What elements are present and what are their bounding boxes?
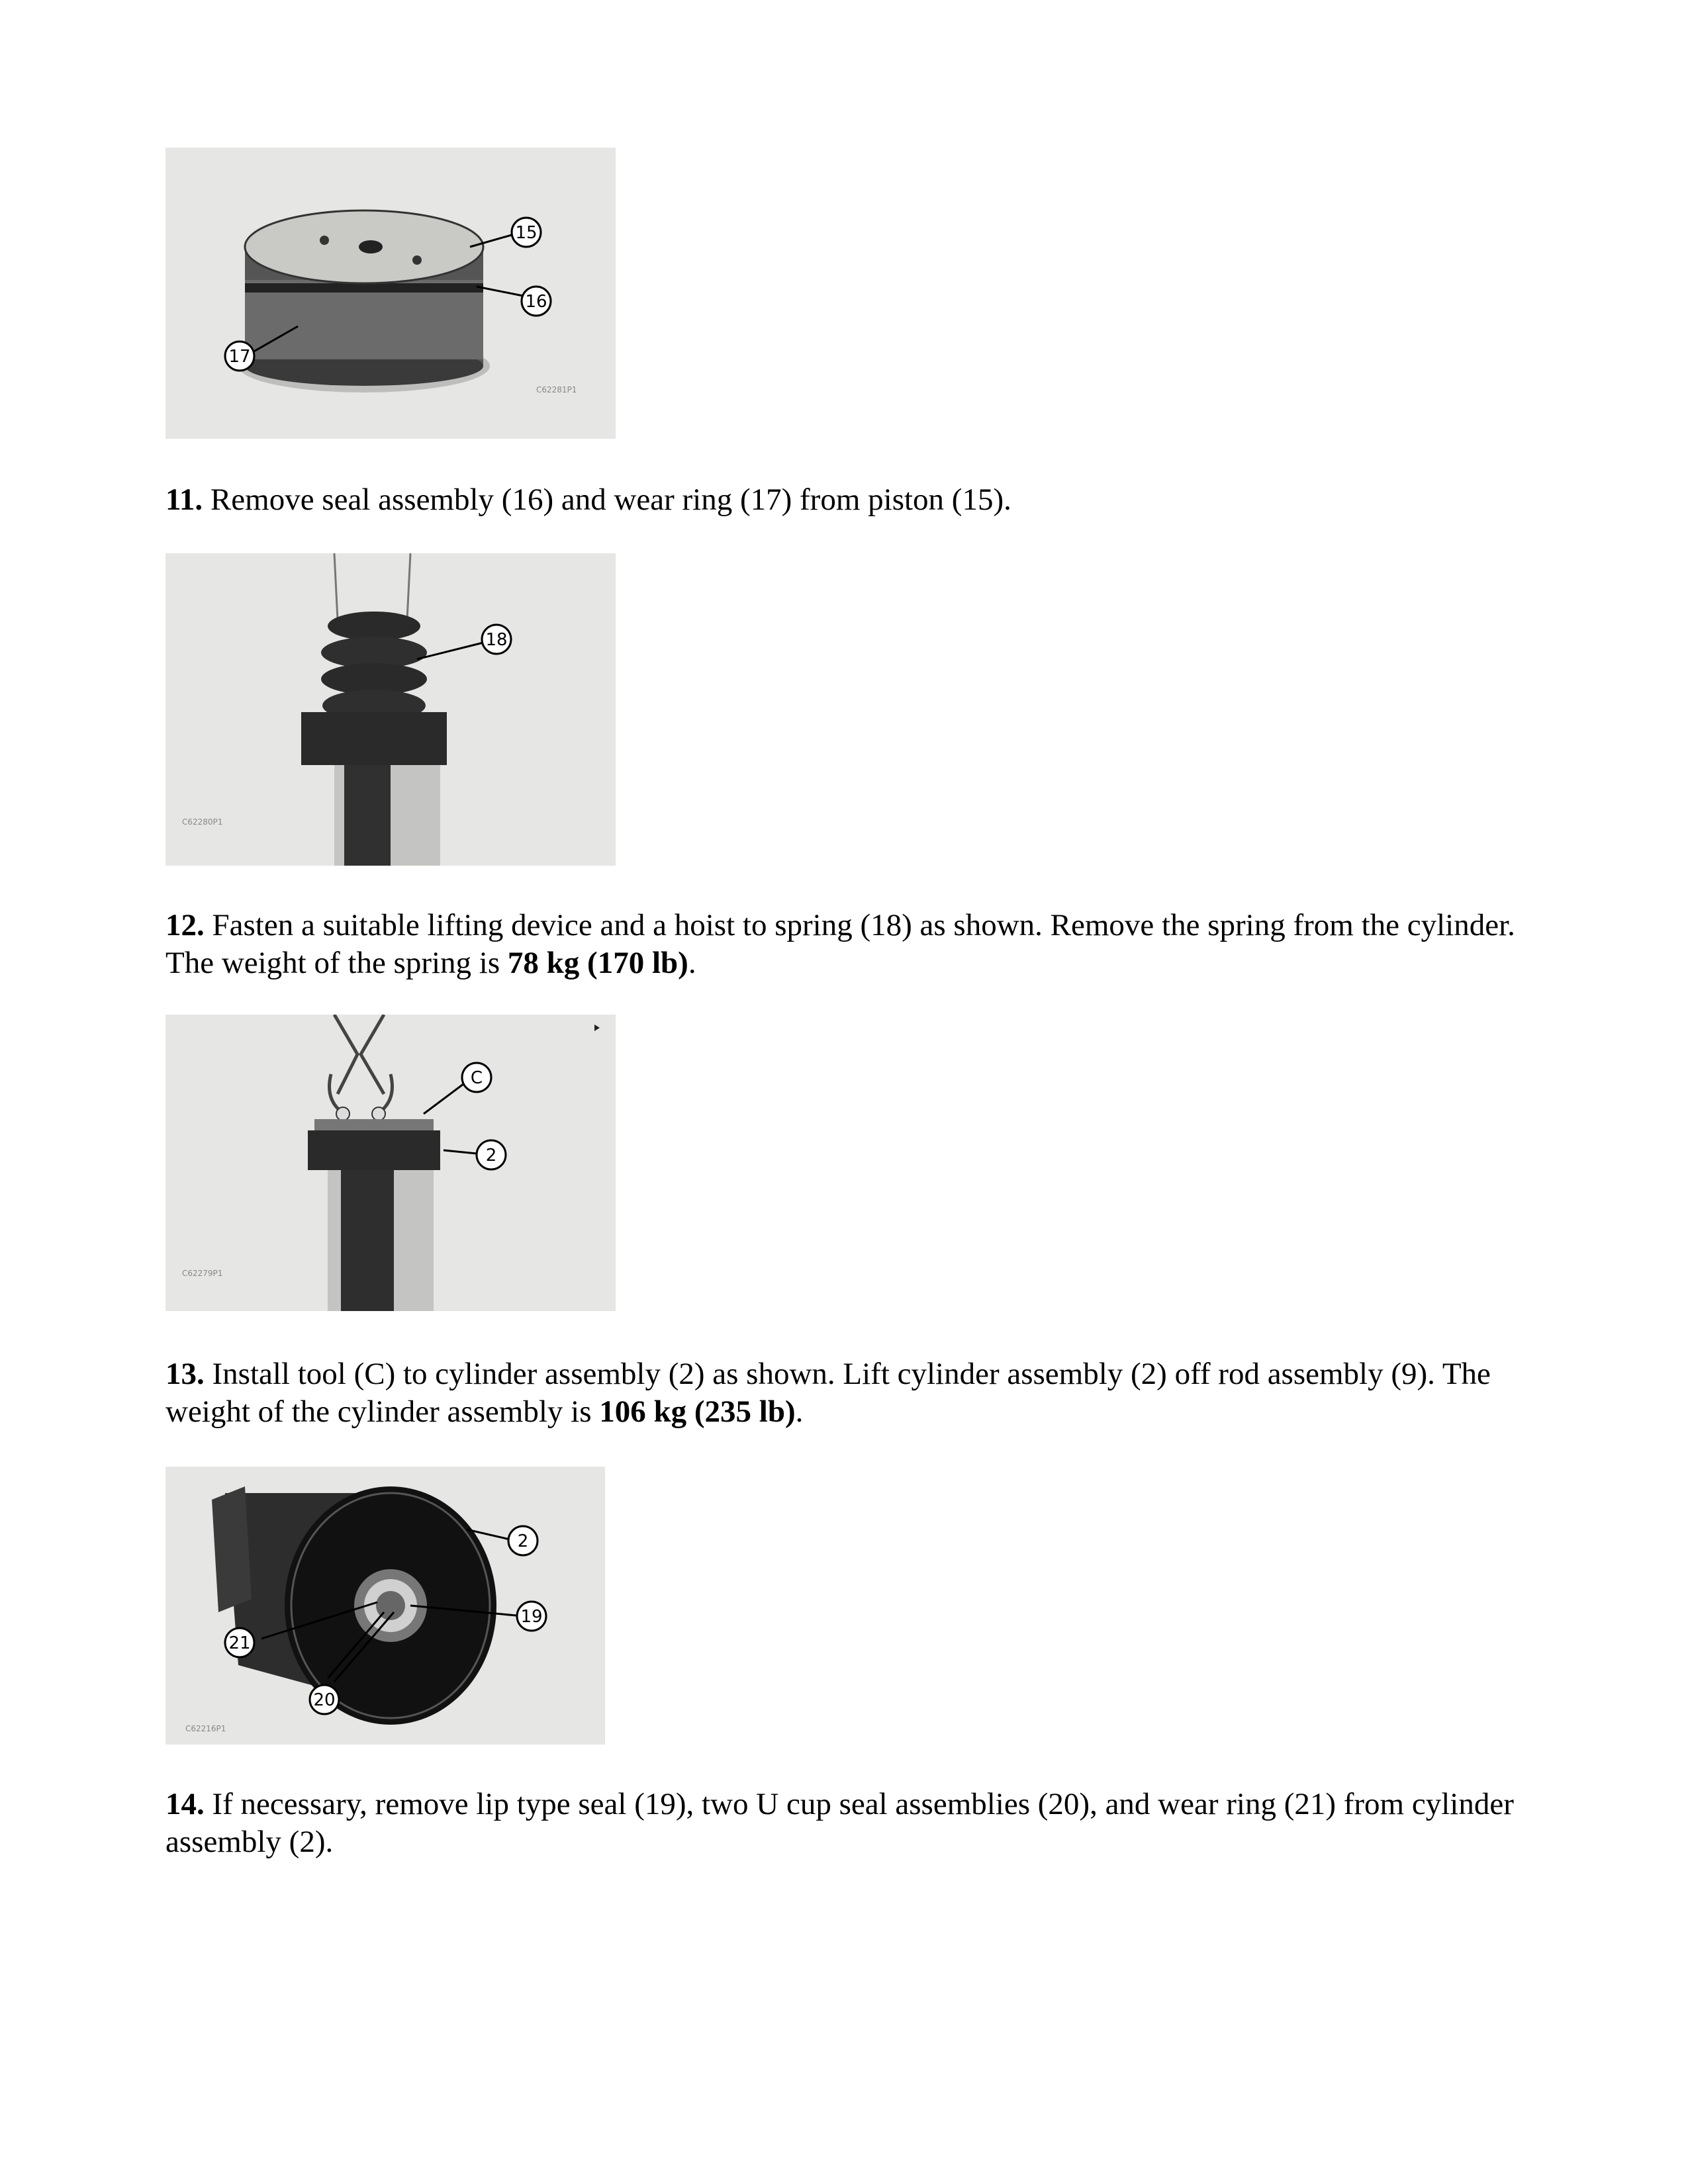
spring-illustration — [165, 553, 616, 866]
step-number: 13. — [165, 1357, 205, 1391]
callout-16: 16 — [525, 292, 547, 312]
figure-code: C62281P1 — [536, 385, 577, 394]
step-13 — [165, 1355, 1542, 1431]
step-11 — [165, 481, 1542, 519]
figure-cylinder-lift-photo — [165, 1015, 616, 1311]
cylinder-lift-illustration — [165, 1015, 616, 1311]
figure-cylinder-seals-photo — [165, 1467, 605, 1745]
callout-15: 15 — [515, 223, 538, 243]
step-number: 14. — [165, 1787, 205, 1821]
figure-spring-photo — [165, 553, 616, 866]
step-text-tail: . — [795, 1394, 804, 1429]
step-weight: 78 kg (170 lb) — [507, 946, 688, 980]
piston-illustration — [165, 148, 616, 439]
callout-20: 20 — [313, 1690, 336, 1710]
step-text: Remove seal assembly (16) and wear ring (17) from piston (15). — [210, 482, 1011, 517]
callout-19: 19 — [520, 1607, 543, 1627]
cylinder-seals-illustration — [165, 1467, 605, 1745]
step-text: If necessary, remove lip type seal (19), two U cup seal assemblies (20), and wear ring (21) from cylinder assembly (2). — [165, 1787, 1514, 1859]
callout-17: 17 — [228, 347, 251, 367]
step-14 — [165, 1786, 1542, 1861]
figure-code: C62279P1 — [182, 1269, 223, 1278]
callout-c: C — [470, 1068, 483, 1088]
step-text: Fasten a suitable lifting device and a hoist to spring (18) as shown. Remove the spring from the cylinder. The weight of the spring is — [165, 908, 1515, 980]
figure-piston-photo — [165, 148, 616, 439]
step-number: 11. — [165, 482, 203, 517]
step-weight: 106 kg (235 lb) — [599, 1394, 796, 1429]
figure-code: C62216P1 — [185, 1724, 226, 1733]
callout-2: 2 — [485, 1146, 497, 1165]
step-text-tail: . — [688, 946, 696, 980]
step-number: 12. — [165, 908, 205, 942]
figure-code: C62280P1 — [182, 817, 223, 827]
callout-18: 18 — [485, 630, 508, 650]
callout-21: 21 — [228, 1633, 251, 1653]
step-12 — [165, 907, 1542, 982]
callout-2: 2 — [517, 1531, 529, 1551]
step-text: Install tool (C) to cylinder assembly (2) as shown. Lift cylinder assembly (2) off rod assembly (9). The weight of the cylinder assembly is — [165, 1357, 1491, 1429]
